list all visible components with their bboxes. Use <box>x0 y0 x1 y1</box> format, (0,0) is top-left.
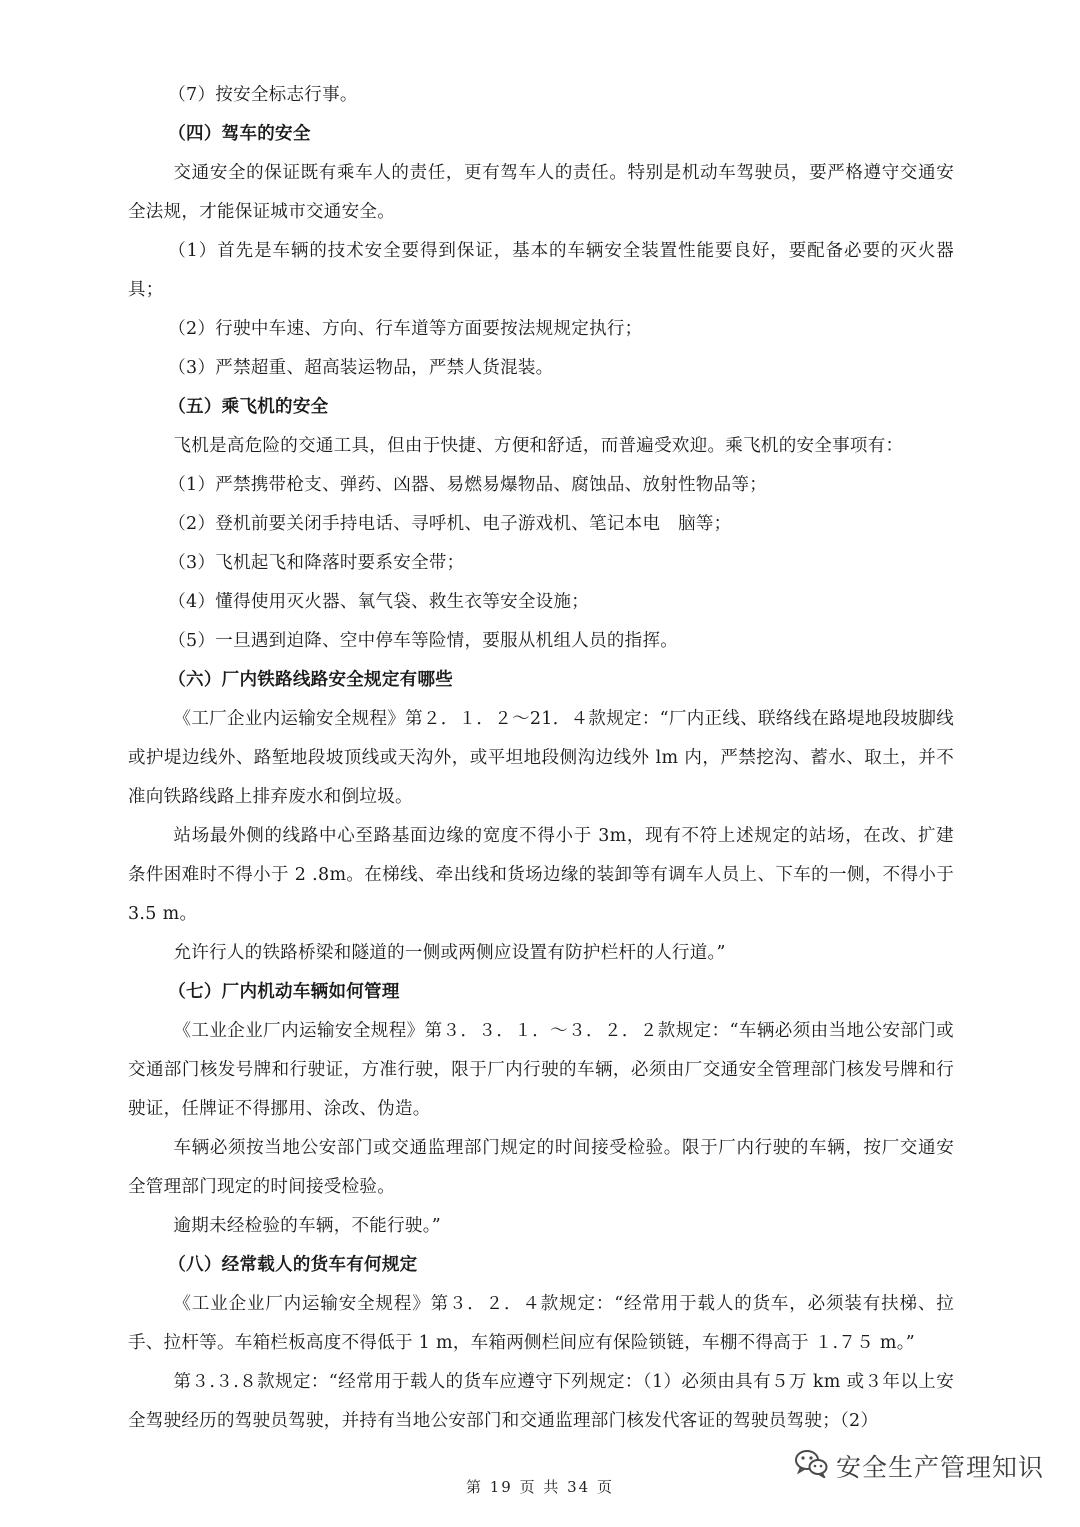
document-body <box>128 76 954 1441</box>
section-heading: （五）乘飞机的安全 <box>168 397 329 417</box>
list-item: （5）一旦遇到迫降、空中停车等险情，要服从机组人员的指挥。 <box>168 631 679 651</box>
paragraph: 飞机是高危险的交通工具，但由于快捷、方便和舒适，而普遍受欢迎。乘飞机的安全事项有： <box>173 436 904 456</box>
watermark-text: 安全生产管理知识 <box>835 1453 1044 1482</box>
section-heading: （四）驾车的安全 <box>168 124 311 144</box>
list-item: （1）首先是车辆的技术安全要得到保证，基本的车辆安全装置性能要良好，要配备必要的灭火器具； <box>128 241 954 300</box>
page-number-footer: 第 19 页 共 34 页 <box>465 1478 614 1496</box>
paragraph: 车辆必须按当地公安部门或交通监理部门规定的时间接受检验。限于厂内行驶的车辆，按厂交通安全管理部门现定的时间接受检验。 <box>128 1138 954 1197</box>
section-heading: （六）厂内铁路线路安全规定有哪些 <box>168 670 454 690</box>
paragraph: 允许行人的铁路桥梁和隧道的一侧或两侧应设置有防护栏杆的人行道。” <box>173 943 726 963</box>
list-item: （2）登机前要关闭手持电话、寻呼机、电子游戏机、笔记本电 脑等； <box>168 514 732 534</box>
paragraph: 交通安全的保证既有乘车人的责任，更有驾车人的责任。特别是机动车驾驶员，要严格遵守交通安全法规，才能保证城市交通安全。 <box>128 163 954 222</box>
paragraph: 《工业企业厂内运输安全规程》第３．３．１．～３．２．２款规定：“车辆必须由当地公安部门或交通部门核发号牌和行驶证，方准行驶，限于厂内行驶的车辆，必须由厂交通安全管理部门核发号牌和行驶证，任牌证不得挪用、涂改、伪造。 <box>128 1021 954 1119</box>
paragraph: 逾期未经检验的车辆，不能行驶。” <box>173 1216 441 1236</box>
watermark <box>794 1448 1044 1484</box>
list-item: （7）按安全标志行事。 <box>168 85 358 105</box>
section-heading: （七）厂内机动车辆如何管理 <box>168 982 400 1002</box>
list-item: （3）飞机起飞和降落时要系安全带； <box>168 553 465 573</box>
wechat-icon <box>794 1448 828 1484</box>
list-item: （3）严禁超重、超高装运物品，严禁人货混装。 <box>168 358 554 378</box>
section-heading: （八）经常载人的货车有何规定 <box>168 1255 418 1275</box>
list-item: （2）行驶中车速、方向、行车道等方面要按法规规定执行； <box>168 319 643 339</box>
paragraph: 第３.３.８款规定：“经常用于载人的货车应遵守下列规定：（1）必须由具有５万 km 或３年以上安全驾驶经历的驾驶员驾驶，并持有当地公安部门和交通监理部门核发代客证的驾驶员驾驶；（2） <box>128 1372 954 1431</box>
paragraph: 站场最外侧的线路中心至路基面边缘的宽度不得小于 3m，现有不符上述规定的站场，在改、扩建条件困难时不得小于 2 .8m。在梯线、牵出线和货场边缘的装卸等有调车人员上、下车的一侧，不得小于 3.5 m。 <box>128 826 954 924</box>
list-item: （4）懂得使用灭火器、氧气袋、救生衣等安全设施； <box>168 592 590 612</box>
paragraph: 《工业企业厂内运输安全规程》第３．２．４款规定：“经常用于载人的货车，必须装有扶梯、拉手、拉杆等。车箱栏板高度不得低于 1 m，车箱两侧栏间应有保险锁链，车棚不得高于 １.７５ m。” <box>128 1294 954 1353</box>
list-item: （1）严禁携带枪支、弹药、凶器、易燃易爆物品、腐蚀品、放射性物品等； <box>168 475 768 495</box>
paragraph: 《工厂企业内运输安全规程》第２．１．２～21．４款规定：“厂内正线、联络线在路堤地段坡脚线或护堤边线外、路堑地段坡顶线或天沟外，或平坦地段侧沟边线外 lm 内，严禁挖沟、蓄水、取土，并不准向铁路线路上排弃废水和倒垃圾。 <box>128 709 954 807</box>
